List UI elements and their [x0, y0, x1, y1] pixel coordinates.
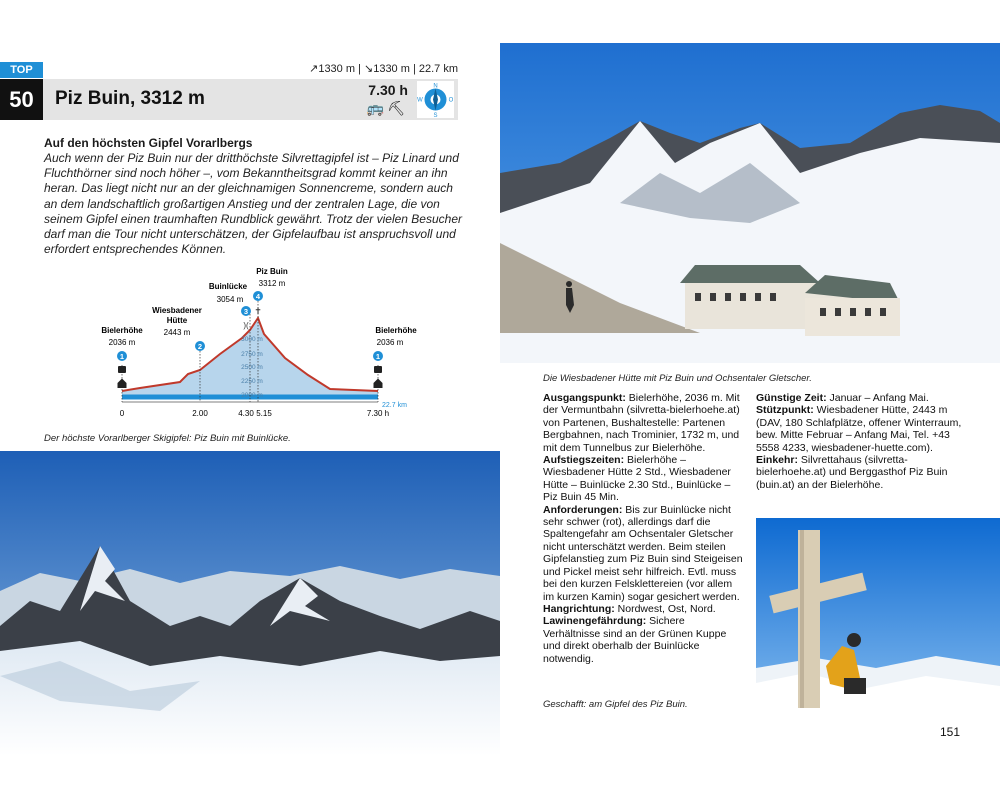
section-subtitle: Auf den höchsten Gipfel Vorarlbergs: [44, 136, 253, 150]
waypoint-name-line1: Wiesbadener: [152, 306, 202, 315]
info-label: Einkehr:: [756, 454, 799, 467]
pass-icon: )(: [243, 321, 249, 330]
info-text: Bielerhöhe – Wiesbadener Hütte 2 Std., Wiesbadener Hütte – Buinlücke 2.30 Std., Buinlücke – Piz Buin 45 Min.: [543, 454, 731, 504]
waypoint-elev: 3312 m: [258, 279, 286, 288]
compass-w: W: [417, 97, 423, 104]
waypoint-elev: 2036 m: [376, 338, 404, 347]
waypoint-name: Bielerhöhe: [375, 326, 417, 335]
waypoint-number: 2: [197, 342, 203, 351]
photo-wiesbadener-huette: [500, 43, 1000, 363]
info-label: Stützpunkt:: [756, 404, 814, 417]
time-label: 5.15: [256, 409, 272, 418]
waypoint-number: 4: [255, 292, 261, 301]
top-badge: TOP: [0, 62, 43, 78]
info-column-left: [543, 392, 743, 665]
hut-photo-caption: Die Wiesbadener Hütte mit Piz Buin und Ochsentaler Gletscher.: [543, 373, 812, 384]
waypoint-elev: 3054 m: [216, 295, 244, 304]
info-text: Sichere Verhältnisse sind an der Grünen Kuppe und direkt oberhalb der Buinlücke notwendig.: [543, 615, 727, 665]
info-label: Ausgangspunkt:: [543, 392, 626, 404]
photo-piz-buin-buinluecke: [0, 451, 500, 756]
summit-cross-icon: ✝: [254, 306, 262, 316]
waypoint-number: 3: [243, 307, 249, 316]
tour-stats: ↗1330 m | ↘1330 m | 22.7 km: [309, 63, 458, 75]
info-text: Nordwest, Ost, Nord.: [614, 602, 716, 615]
info-label: Lawinengefährdung:: [543, 615, 647, 628]
info-column-right: [756, 392, 966, 491]
bus-icon: [118, 366, 126, 373]
info-text: Silvrettahaus (silvretta-bielerhoehe.at) und Berggasthof Piz Buin (buin.at) an der Bielerhöhe.: [756, 454, 948, 491]
compass-s: S: [433, 113, 438, 118]
elev-label: 2250 m: [241, 378, 263, 385]
info-item: [543, 392, 743, 454]
page-title: Piz Buin, 3312 m: [55, 88, 205, 109]
waypoint-name-line2: Hütte: [166, 316, 188, 325]
info-item: [543, 504, 743, 603]
info-label: Anforderungen:: [543, 503, 623, 516]
profile-caption: Der höchste Vorarlberger Skigipfel: Piz Buin mit Buinlücke.: [44, 433, 291, 444]
compass-o: O: [448, 97, 454, 104]
waypoint-name: Piz Buin: [256, 267, 288, 276]
info-text: Wiesbadener Hütte, 2443 m (DAV, 180 Schlafplätze, offener Winterraum, bew. Mitte Februar – Anfang Mai, Tel. +43 5558 4233, wiesbadener-huette.com).: [756, 404, 962, 454]
time-label: 4.30: [238, 409, 254, 418]
photo-summit-cross: [756, 518, 1000, 708]
info-item: [543, 454, 743, 504]
compass-n: N: [433, 83, 438, 90]
page-number: 151: [940, 725, 961, 739]
time-label: 2.00: [192, 409, 208, 418]
elev-label: 2750 m: [241, 351, 263, 358]
info-item: [756, 454, 966, 491]
compass-icon: [417, 81, 454, 118]
duration: 7.30 h: [368, 82, 408, 98]
info-text: Bielerhöhe, 2036 m. Mit der Vermuntbahn (silvretta-bielerhoehe.at) von Partenen, Bushaltestelle: Partenen Bergbahnen, nach Trominier, 1732 m, und mit dem Tunnelbus zur Bielerhöhe.: [543, 392, 740, 454]
info-text: Bis zur Buinlücke nicht sehr schwer (rot), allerdings darf die Spaltengefahr am Ochsentaler Gletscher nicht unterschätzt werden. Beim steilen Gipfelanstieg zum Piz Buin sind Steigeisen und Pickel meist sehr hilfreich. Evtl. muss bei den kurzen Felsklettereien (vor allem im kurzen Kamin) sogar gesichert werden.: [543, 503, 743, 603]
elevation-profile: [70, 262, 460, 432]
time-label: 0: [119, 409, 125, 418]
info-item: [756, 392, 966, 404]
elev-label: 2500 m: [241, 364, 263, 371]
hut-icon: [118, 379, 127, 389]
elev-label: 3000 m: [241, 336, 263, 343]
distance-label: 22.7 km: [382, 402, 407, 409]
waypoint-elev: 2036 m: [108, 338, 136, 347]
tour-number: 50: [0, 79, 43, 120]
intro-text: Auch wenn der Piz Buin nur der dritthöchste Silvrettagipfel ist – Piz Linard und Fluchthörner sind noch höher –, vom Bekanntheitsgrad kommt keiner an ihn heran. Das liegt nicht nur an der gleichnamigen Sonnencreme, sondern auch an dem landschaftlich großartigen Anstieg und der zentralen Lage, die von seinem Gipfel einen traumhaften Rundblick gewährt. Trotz der vielen Besucher darf man die Tour nicht unterschätzen, der Gipfelaufbau ist anspruchsvoll und erfordert entsprechendes Können.: [44, 151, 462, 257]
info-item: [543, 603, 743, 615]
summit-photo-caption: Geschafft: am Gipfel des Piz Buin.: [543, 699, 688, 710]
title-bar: [43, 79, 458, 120]
hut-icon: [374, 379, 383, 389]
waypoint-number: 1: [119, 352, 125, 361]
info-label: Günstige Zeit:: [756, 392, 827, 404]
info-item: [543, 615, 743, 665]
info-label: Aufstiegszeiten:: [543, 454, 625, 467]
time-label: 7.30 h: [366, 409, 390, 418]
waypoint-name: Bielerhöhe: [101, 326, 143, 335]
elev-label: 2000 m: [241, 392, 263, 399]
info-text: Januar – Anfang Mai.: [826, 392, 929, 404]
info-item: [756, 404, 966, 454]
waypoint-name: Buinlücke: [208, 282, 248, 291]
info-label: Hangrichtung:: [543, 602, 615, 615]
waypoint-number: 1: [375, 352, 381, 361]
transport-icons: 🚌⛏: [366, 100, 408, 116]
waypoint-elev: 2443 m: [163, 328, 191, 337]
bus-icon: [374, 366, 382, 373]
